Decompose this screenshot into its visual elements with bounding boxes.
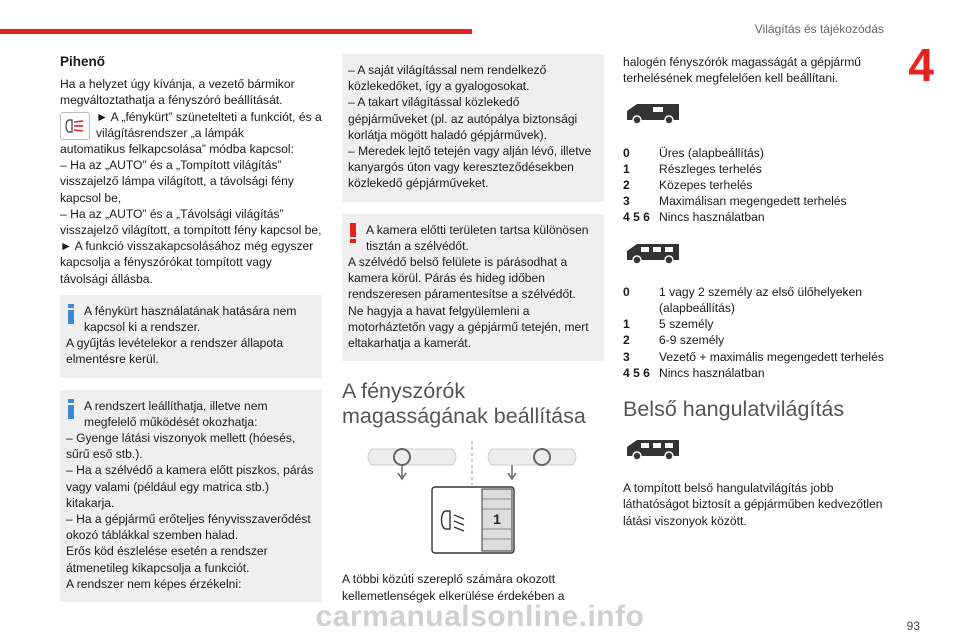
table-row: 4 5 6 Nincs használatban <box>623 210 765 225</box>
van-icon <box>623 240 683 266</box>
table-row: 1 5 személy <box>623 317 714 332</box>
list-item: – Meredek lejtő tetején vagy alján lévő, illetve kanyargós úton vagy kereszteződésekben közlekedő gépjárműveket. <box>348 144 592 191</box>
warning-icon <box>350 223 356 243</box>
info-icon <box>68 399 74 419</box>
list-item: – A takart világítással közlekedő gépjárműveket (pl. az autópálya biztonsági korlátja mögött haladó gépjárművek). <box>348 95 578 142</box>
warning-text: Ne hagyja a havat felgyülemleni a motorháztetőn vagy a gépjármű tetején, mert eltakarhatja a kamerát. <box>348 303 589 351</box>
paragraph: halogén fényszórók magasságát a gépjármű terhelésének megfelelően kell beállítani. <box>623 55 861 86</box>
warning-box <box>342 214 604 362</box>
list-item: – A saját világítással nem rendelkező közlekedőket, így a gyalogosokat. <box>348 63 547 94</box>
info-text: – Gyenge látási viszonyok mellett (hóesés, sűrű eső stb.). <box>66 431 296 462</box>
top-accent-bar <box>0 29 472 34</box>
table-row: 0 Üres (alapbeállítás) <box>623 145 764 160</box>
info-text: A fénykürt használatának hatására nem kapcsol ki a rendszer. <box>84 303 297 335</box>
table-row: 2 Közepes terhelés <box>623 178 753 193</box>
section-title-headlamp-adjust: A fényszórók magasságának beállítása <box>342 379 586 429</box>
table-row: 2 6-9 személy <box>623 333 725 348</box>
section-header-title: Világítás és tájékozódás <box>754 22 884 36</box>
info-text: A rendszert leállíthatja, illetve nem megfelelő működését okozhatja: <box>84 398 268 429</box>
info-text: Erős köd észlelése esetén a rendszer átmenetileg kikapcsolja a funkciót. <box>66 544 268 575</box>
paragraph: A többi közúti szereplő számára okozott kellemetlenségek elkerülése érdekében a <box>342 572 565 603</box>
table-row: 3 Vezető + maximális megengedett terhelés <box>623 349 884 364</box>
info-text: – Ha a gépjármű erőteljes fényvisszaverődést okozó táblákkal szemben halad. <box>66 512 311 543</box>
chapter-number: 4 <box>908 39 934 91</box>
paragraph: – Ha az „AUTO” és a „Tompított világítás” visszajelző lámpa világított, a távolsági fény kapcsol be, <box>60 158 294 205</box>
van-icon <box>623 436 683 462</box>
van-icon <box>623 100 683 126</box>
table-row: 1 Részleges terhelés <box>623 161 762 176</box>
column-middle <box>342 54 604 604</box>
paragraph: ► A funkció visszakapcsolásához még egyszer kapcsolja a fényszórókat tompított vagy távolsági állásba. <box>60 239 314 286</box>
heading-piheno: Pihenő <box>60 54 106 69</box>
info-text: – Ha a szélvédő a kamera előtt piszkos, párás vagy valami (például egy matrica stb.) kitakarja. <box>66 463 314 510</box>
headlamp-adjuster-icon <box>342 439 604 557</box>
section-title-interior-lighting: Belső hangulatvilágítás <box>623 397 845 422</box>
load-table-1 <box>623 145 893 226</box>
warning-text: A szélvédő belső felülete is párásodhat a kamera körül. Párás és hideg időben rendszeresen páramentesítse a szélvédőt. <box>348 255 576 302</box>
list-box <box>342 54 604 202</box>
info-box <box>60 295 322 378</box>
page-number: 93 <box>906 619 920 633</box>
warning-text: A kamera előtti területen tartsa különösen tisztán a szélvédőt. <box>366 222 589 253</box>
paragraph: ► A „fénykürt” szünetelteti a funkciót, és a világításrendszer „a lámpák <box>96 109 322 140</box>
load-table-2 <box>623 284 893 381</box>
svg-text:1: 1 <box>493 511 501 528</box>
paragraph: Ha a helyzet úgy kívánja, a vezető bármikor megváltoztathatja a fényszóró beállítását. <box>60 77 295 108</box>
info-icon <box>68 304 74 324</box>
info-text: A gyűjtás levételekor a rendszer állapota elmentésre kerül. <box>66 336 284 367</box>
table-row: 0 1 vagy 2 személy az első ülőhelyeken (alapbeállítás) <box>623 284 863 316</box>
paragraph: – Ha az „AUTO” és a „Távolsági világítás” visszajelző világított, a tompított fény kapcsol be, <box>60 206 322 238</box>
table-row: 4 5 6 Nincs használatban <box>623 365 765 380</box>
paragraph: automatikus felkapcsolása” módba kapcsol: <box>60 142 294 157</box>
headlamp-auto-icon <box>60 112 90 140</box>
info-box <box>60 390 322 602</box>
column-right <box>623 54 893 529</box>
table-row: 3 Maximálisan megengedett terhelés <box>623 194 847 209</box>
info-text: A rendszer nem képes érzékelni: <box>66 576 242 591</box>
paragraph: A tompított belső hangulatvilágítás jobb láthatóságot biztosít a gépjárműben kedvezőtlen látási viszonyok között. <box>623 481 883 528</box>
column-left <box>60 54 322 602</box>
watermark: carmanualsonline.info <box>315 600 645 633</box>
